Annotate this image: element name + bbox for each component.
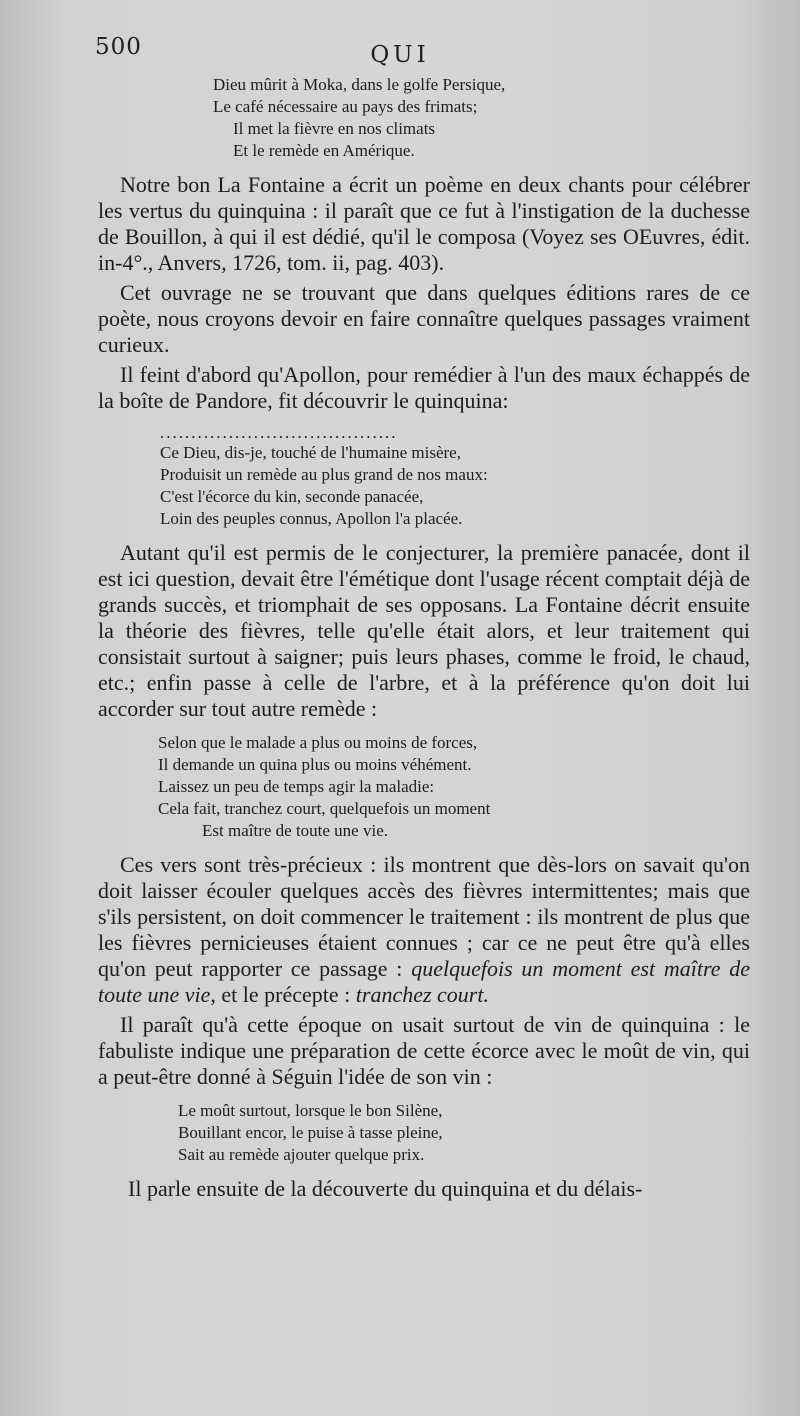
verse-line: Laissez un peu de temps agir la maladie: xyxy=(158,777,435,796)
paragraph: Notre bon La Fontaine a écrit un poème en deux chants pour célébrer les vertus du quinquina : il paraît que ce fut à l'instigation de la duchesse de Bouillon, à qui il est dédié, qu'il le composa (Voyez ses OEuvres, édit. in-4°., Anvers, 1726, tom. ii, pag. 403). xyxy=(98,172,750,275)
verse-block-1 xyxy=(98,72,750,162)
verse-block-4 xyxy=(98,1100,750,1166)
verse-line: Selon que le malade a plus ou moins de forces, xyxy=(158,733,478,752)
verse-line: Le moût surtout, lorsque le bon Silène, xyxy=(178,1101,443,1120)
paragraph: Il parle ensuite de la découverte du quinquina et du délais- xyxy=(128,1176,643,1201)
italic-quote: quelquefois un moment est maître de toute une vie xyxy=(98,956,751,1007)
verse-line: Il met la fièvre en nos climats xyxy=(233,119,436,138)
ellipsis-line: ...................................... xyxy=(160,423,398,442)
verse-line: Ce Dieu, dis-je, touché de l'humaine misère, xyxy=(160,443,461,462)
verse-line: Cela fait, tranchez court, quelquefois un moment xyxy=(158,799,491,818)
page-number: 500 xyxy=(95,34,142,60)
italic-quote: tranchez court. xyxy=(355,982,489,1007)
verse-block-2 xyxy=(98,442,750,530)
text-run: , et le précepte : xyxy=(210,982,356,1007)
text-run: Ces vers sont très-précieux : ils montrent que dès-lors on savait qu'on doit laisser écouler quelques accès des fièvres intermittentes; mais que s'ils persistent, on doit commencer le traitement : ils montrent de plus que les fièvres pernicieuses étaient connues ; car ce ne peut être qu'à elles qu'on peut rapporter ce passage : xyxy=(98,852,750,981)
page-body xyxy=(98,72,750,1202)
verse-line: Et le remède en Amérique. xyxy=(233,141,415,160)
paragraph xyxy=(98,852,750,1008)
verse-line: Bouillant encor, le puise à tasse pleine, xyxy=(178,1123,443,1142)
paragraph: Il feint d'abord qu'Apollon, pour remédier à l'un des maux échappés de la boîte de Pandore, fit découvrir le quinquina: xyxy=(98,362,750,413)
verse-line: C'est l'écorce du kin, seconde panacée, xyxy=(160,487,424,506)
paragraph: Il paraît qu'à cette époque on usait surtout de vin de quinquina : le fabuliste indique une préparation de cette écorce avec le moût de vin, qui a peut-être donné à Séguin l'idée de son vin : xyxy=(98,1012,750,1089)
verse-line: Dieu mûrit à Moka, dans le golfe Persique, xyxy=(213,75,506,94)
verse-line: Le café nécessaire au pays des frimats; xyxy=(213,97,478,116)
paragraph: Autant qu'il est permis de le conjecturer, la première panacée, dont il est ici question, devait être l'émétique dont l'usage récent comptait déjà de grands succès, et triomphait de ses opposans. La Fontaine décrit ensuite la théorie des fièvres, telle qu'elle était alors, et leur traitement qui consistait surtout à saigner; puis leurs phases, comme le froid, le chaud, etc.; enfin passe à celle de l'arbre, et à la préférence qu'on doit lui accorder sur tout autre remède : xyxy=(98,540,750,721)
verse-block-3 xyxy=(98,732,750,842)
verse-line: Sait au remède ajouter quelque prix. xyxy=(178,1145,425,1164)
verse-line: Loin des peuples connus, Apollon l'a placée. xyxy=(160,509,463,528)
verse-line: Est maître de toute une vie. xyxy=(202,821,388,840)
paragraph: Cet ouvrage ne se trouvant que dans quelques éditions rares de ce poète, nous croyons devoir en faire connaître quelques passages vraiment curieux. xyxy=(98,280,750,357)
verse-line: Il demande un quina plus ou moins véhément. xyxy=(158,755,472,774)
verse-line: Produisit un remède au plus grand de nos maux: xyxy=(160,465,488,484)
running-head: QUI xyxy=(370,42,430,68)
